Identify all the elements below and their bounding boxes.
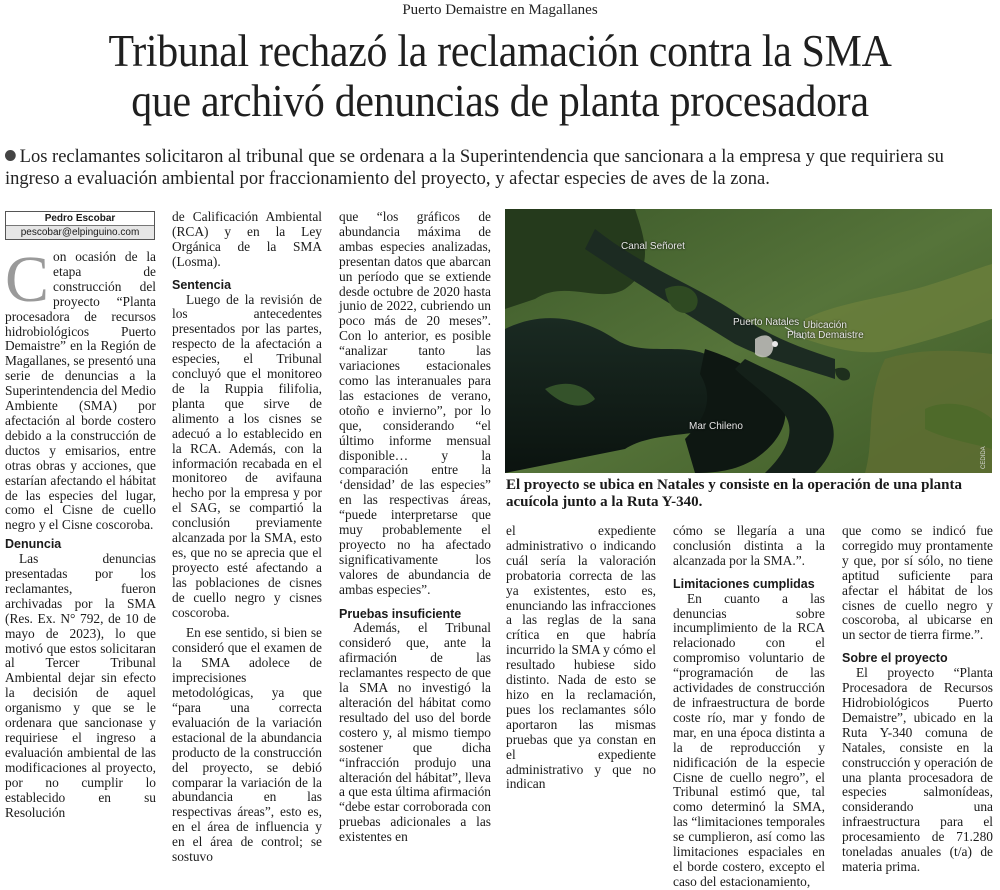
paragraph: En ese sentido, si bien se consideró que el examen de la SMA adolece de imprecisiones metodológicas, ya que “para una correcta evaluación de la variación estacional de la abundancia producto de la construcción del proyecto, se debió comparar la variación de la abundancia en las respectivas áreas”, esto es, en el área de influencia y en el área de control; se sostuvo xyxy=(172,625,322,865)
kicker: Puerto Demaistre en Magallanes xyxy=(402,2,598,18)
bullet-icon xyxy=(5,150,16,161)
paragraph: de Calificación Ambiental (RCA) y en la Ley Orgánica de la SMA (Losma). xyxy=(172,209,322,269)
subheading-denuncia: Denuncia xyxy=(5,537,62,552)
paragraph: Luego de la revisión de los antecedentes presentados por las partes, respecto de la afectación a especies, el Tribunal concluyó que el monitoreo de la Ruppia filifolia, planta que sirve de alimento a los cisnes se adecuó a lo establecido en la RCA. Además, con la información recabada en el monitoreo de avifauna hecho por la empresa y por el SAG, se compartió la conclusión previamente alcanzada por la SMA, esto es, que no se aprecia que el proyecto esté afectando a las poblaciones de cisnes de cuello negro y cisnes coscoroba. xyxy=(172,291,322,620)
headline xyxy=(35,26,965,126)
column-6 xyxy=(842,524,993,875)
subheading-proyecto: Sobre el proyecto xyxy=(842,651,948,666)
paragraph: El proyecto “Planta Procesadora de Recursos Hidrobiológicos Puerto Demaistre”, ubicado en la Ruta Y-340 comuna de Natales, consiste en la construcción y operación de una planta procesadora de especies salmonídeas, considerando una infraestructura para el procesamiento de 71.280 toneladas anuales (t/a) de materia prima. xyxy=(842,665,993,874)
photo-credit: CEDIDA xyxy=(981,446,987,469)
paragraph xyxy=(5,243,156,533)
map-label-ubicacion: Ubicación xyxy=(803,320,847,331)
column-1 xyxy=(5,243,156,820)
column-2 xyxy=(172,210,322,865)
headline-line-2: que archivó denuncias de planta procesadora xyxy=(131,76,869,126)
paragraph: que “los gráficos de abundancia máxima de ambas especies analizadas, presentan datos que abarcan un período que se extiende desde octubre de 2020 hasta junio de 2022, cubriendo un poco más de 20 meses”. Con lo anterior, es posible “analizar tanto las variaciones estacionales como las interanuales para las estaciones de verano, otoño e invierno”, por lo que, considerando “el último informe mensual disponible… y la comparación entre la ‘densidad’ de las especies” en las respectivas áreas, “puede interpretarse que muy probablemente el proyecto no ha afectado significativamente los valores de abundancia de ambas especies”. xyxy=(339,209,491,597)
paragraph: que como se indicó fue corregido muy prontamente y que, por sí sólo, no tiene aptitud suficiente para afectar el hábitat de los cisnes de cuello negro y coscoroba, al ubicarse en un sector de tierra firme.”. xyxy=(842,523,993,643)
paragraph: En cuanto a las denuncias sobre incumplimiento de la RCA relacionado con el compromiso voluntario de “programación de las actividades de construcción de infraestructura de borde coste río, mar y fondo de mar, en una época distinta a la de reproducción y nidificación de la especie Cisne de cuello negro”, el Tribunal estimó que, tal como determinó la SMA, las “limitaciones temporales se cumplieron, así como las limitaciones espaciales en el borde costero, excepto el caso del estacionamiento, xyxy=(673,590,825,889)
byline xyxy=(5,211,155,240)
lede xyxy=(5,146,972,190)
author-name: Pedro Escobar xyxy=(6,212,154,226)
paragraph: el expediente administrativo o indicando cuál sería la valoración probatoria correcta de las ya existentes, esto es, enunciando las infracciones a las reglas de la sana crítica en que habría incurrido la SMA y cómo el resultado hubiese sido distinto. Nada de esto se hizo en la reclamación, pues los reclamantes sólo aportaron las mismas pruebas que ya constan en el expediente administrativo y que no indican xyxy=(506,523,656,792)
author-email[interactable]: pescobar@elpinguino.com xyxy=(6,226,154,239)
subheading-pruebas: Pruebas insuficiente xyxy=(339,606,462,621)
headline-line-1: Tribunal rechazó la reclamación contra la SMA xyxy=(108,26,892,76)
map-label-mar: Mar Chileno xyxy=(689,421,743,432)
paragraph: Las denuncias presentadas por los reclamantes, fueron archivadas por la SMA (Res. Ex. N° 792, de 10 de mayo de 2023), lo que motivó que estos solicitaran al Tercer Tribunal Ambiental dejar sin efecto la decisión de aquel organismo y que se le ordenara que sancionase y requiriese el ingreso a evaluación ambiental de las modificaciones al proyecto, por no cumplir lo establecido en su Resolución xyxy=(5,551,156,820)
lede-text: Los reclamantes solicitaron al tribunal que se ordenara a la Superintendencia que sancionara a la empresa y que requiriera su ingreso a evaluación ambiental por fraccionamiento del proyecto, y afectar especies de aves de la zona. xyxy=(5,146,944,189)
satellite-map xyxy=(505,209,992,473)
column-5 xyxy=(673,524,825,890)
map-label-canal: Canal Señoret xyxy=(621,241,685,252)
dropcap: C xyxy=(5,243,50,316)
column-3 xyxy=(339,210,491,845)
column-4 xyxy=(506,524,656,792)
photo-caption: El proyecto se ubica en Natales y consiste en la operación de una planta acuícola junto a la Ruta Y-340. xyxy=(506,477,962,510)
subheading-sentencia: Sentencia xyxy=(172,277,232,292)
map-photo xyxy=(505,209,992,473)
paragraph: Además, el Tribunal consideró que, ante la afirmación de las reclamantes respecto de que la SMA no investigó la alteración del hábitat como resultado del uso del borde costero y, al mismo tiempo sostener que dicha “infracción produjo una alteración del hábitat”, lleva a que esta última afirmación “debe estar corroborada con pruebas adicionales a las existentes en xyxy=(339,620,491,845)
map-label-natales: Puerto Natales xyxy=(733,317,800,328)
paragraph: cómo se llegaría a una conclusión distinta a la alcanzada por la SMA.”. xyxy=(673,523,825,568)
map-label-planta: Planta Demaistre xyxy=(787,330,864,341)
subheading-limitaciones: Limitaciones cumplidas xyxy=(673,576,815,591)
paragraph-text: on ocasión de la etapa de construcción del proyecto “Planta procesadora de recursos hidrobiológicos Puerto Demaistre” en la Región de Magallanes, se presentó una serie de denuncias a la Superintendencia del Medio Ambiente (SMA) por afectación al borde costero debido a la construcción de ductos y emisarios, entre otras obras y acciones, que estarían afectando el hábitat de las especies del lugar, como el Cisne de cuello negro y el Cisne coscoroba. xyxy=(5,249,156,533)
